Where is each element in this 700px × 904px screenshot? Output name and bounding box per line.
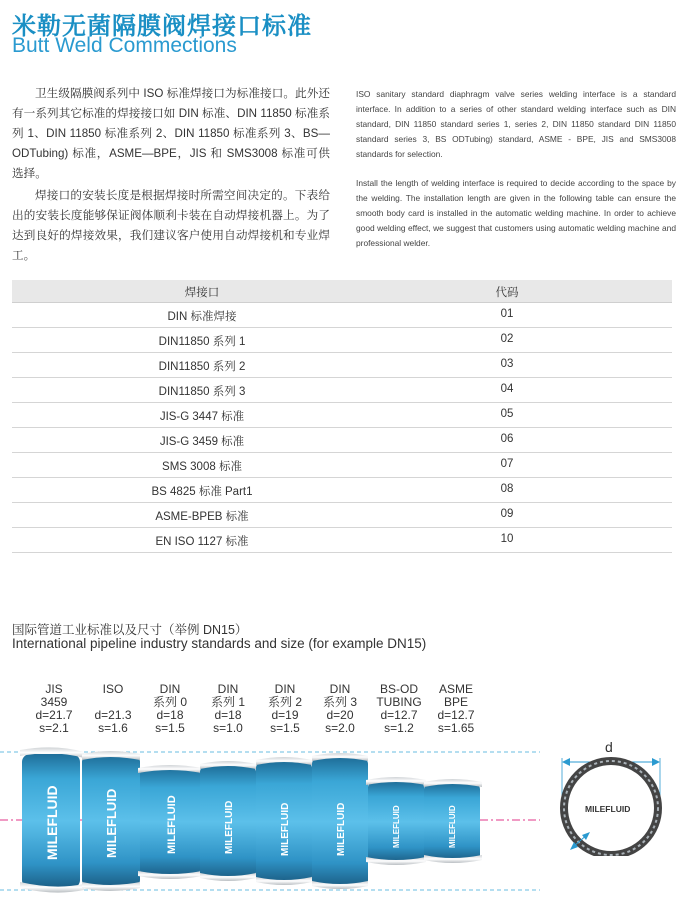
spec-label-bs-od [370,683,428,735]
table-cell-code: 06 [500,433,514,445]
table-row [12,528,672,553]
table-cell-code: 04 [500,383,514,395]
spec-standard: BS-OD [379,682,418,696]
table-header-row [12,280,672,303]
table-row [12,403,672,428]
spec-series: BPE [443,695,468,709]
table-cell-code: 10 [500,533,514,545]
spec-series: 系列 0 [152,695,187,709]
table-row [12,378,672,403]
spec-label-din-3 [311,683,369,735]
intro-cn-paragraph-2: 焊接口的安装长度是根据焊接时所需空间决定的。下表给出的安装长度能够保证阀体顺利卡装在自动焊接机器上。为了达到良好的焊接效果，我们建议客户使用自动焊接机和专业焊工。 [12,189,330,262]
pipe-brand-label: MILEFLUID [224,800,235,854]
table-cell-code: 03 [500,358,514,370]
table-cell-weld: SMS 3008 标准 [162,461,242,473]
pipe-brand-label: MILEFLUID [280,802,291,856]
pipe-brand-label: MILEFLUID [104,788,119,858]
pipe-brand-label: MILEFLUID [44,785,60,860]
spec-diameter: d=21.3 [94,708,132,722]
spec-standard: DIN [329,682,351,696]
table-row [12,503,672,528]
section-title-cn: 国际管道工业标准以及尺寸（举例 DN15） [12,623,248,637]
spec-thickness: s=1.65 [437,721,475,735]
spec-thickness: s=2.1 [39,721,69,735]
spec-series: TUBING [376,695,422,709]
spec-standard: DIN [159,682,181,696]
circle-brand-label: MILEFLUID [585,804,631,814]
spec-label-asme [427,683,485,735]
spec-series: 系列 3 [322,695,357,709]
pipe-brand-label: MILEFLUID [448,805,457,848]
table-header-weld: 焊接口 [184,287,220,299]
spec-label-iso [84,683,142,735]
table-cell-code: 05 [500,408,514,420]
spec-thickness: s=1.2 [384,721,414,735]
intro-en-paragraph-2: Install the length of welding interface is required to decide according to the space by the welding. The installation length are given in the following table can ensure the smooth body card is installed in the automatic welding machine. In order to achieve good welding effect, we suggest that customers using automatic welding machine and professional welder. [356,178,676,248]
spec-diameter: d=19 [271,708,299,722]
table-cell-weld: DIN11850 系列 1 [158,336,246,348]
table-cell-weld: JIS-G 3447 标准 [159,411,245,423]
spec-diameter: d=12.7 [380,708,418,722]
table-row [12,453,672,478]
spec-standard: ASME [438,682,473,696]
intro-en-paragraph-1: ISO sanitary standard diaphragm valve series welding interface is a standard interface. In addition to a series of other standard welding interface such as DIN standard, DIN 11850 standard series 1, series 2, DIN 11850 standard DIN 11850 standard series 3, BS ODTubing) standard, ASME - BPE, JIS and SMS3008 standards for selection. [356,89,676,159]
pipe-brand-label: MILEFLUID [166,795,178,854]
table-cell-code: 01 [500,308,514,320]
spec-standard: DIN [217,682,239,696]
section-title-en: International pipeline industry standards and size (for example DN15) [12,636,427,651]
spec-series: 系列 2 [267,695,302,709]
spec-thickness: s=1.6 [98,721,128,735]
pipe-diagram [0,740,540,904]
arrow-up-icon [582,832,590,840]
spec-label-din-1 [199,683,257,735]
spec-thickness: s=1.5 [155,721,185,735]
table-cell-weld: DIN11850 系列 2 [158,361,246,373]
spec-series: 3459 [40,695,68,709]
table-cell-weld: DIN11850 系列 3 [158,386,246,398]
table-row [12,303,672,328]
spec-thickness: s=1.0 [213,721,243,735]
arrow-left-icon [562,758,570,766]
spec-standard: DIN [274,682,296,696]
table-cell-weld: DIN 标准焊接 [167,311,237,323]
pipe-brand-label: MILEFLUID [392,805,401,848]
spec-label-din-2 [256,683,314,735]
table-row [12,478,672,503]
spec-thickness: s=2.0 [325,721,355,735]
spec-series: 系列 1 [210,695,245,709]
table-cell-code: 02 [500,333,514,345]
spec-label-din-0 [141,683,199,735]
diameter-label: d [605,739,613,755]
spec-standard: JIS [45,682,63,696]
intro-cn-paragraph-1: 卫生级隔膜阀系列中 ISO 标准焊接口为标准接口。此外还有一系列其它标准的焊接接口如 DIN 标准、DIN 11850 标准系列 1、DIN 11850 标准系列 2、DIN 11850 标准系列 3、BS—ODTubing) 标准，ASME—BPE，JIS 和 SMS3008 标准可供选择。 [12,87,330,180]
spec-diameter: d=12.7 [437,708,475,722]
page-title-cn: 米勒无菌隔膜阀焊接口标准 [12,13,312,40]
spec-diameter: d=21.7 [35,708,73,722]
spec-standard: ISO [102,682,124,696]
pipe-brand-label: MILEFLUID [336,802,347,856]
table-cell-weld: BS 4825 标准 Part1 [151,486,253,498]
table-cell-weld: ASME-BPEB 标准 [155,511,249,523]
table-cell-weld: EN ISO 1127 标准 [155,536,249,548]
table-row [12,328,672,353]
spec-diameter: d=18 [214,708,242,722]
spec-diameter: d=20 [326,708,354,722]
table-header-code: 代码 [495,287,519,299]
arrow-right-icon [652,758,660,766]
spec-thickness: s=1.5 [270,721,300,735]
table-row [12,428,672,453]
table-cell-code: 09 [500,508,514,520]
pipe-cross-section [548,736,678,856]
table-row [12,353,672,378]
table-cell-code: 07 [500,458,514,470]
table-cell-code: 08 [500,483,514,495]
page-title-en: Butt Weld Commections [12,34,237,57]
weld-code-table [12,280,672,553]
spec-label-jis [25,683,83,735]
spec-diameter: d=18 [156,708,184,722]
table-cell-weld: JIS-G 3459 标准 [159,436,245,448]
